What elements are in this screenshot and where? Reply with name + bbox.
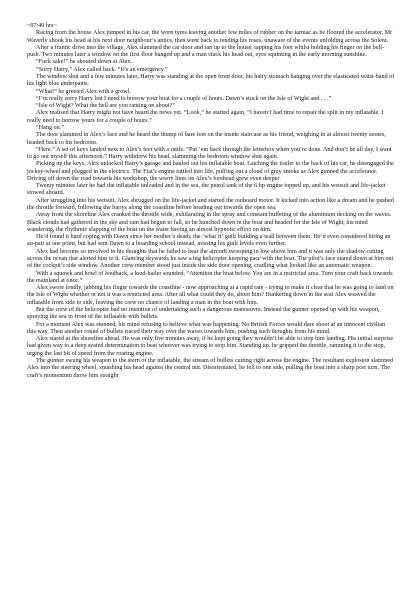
paragraph: “Fuck sake!” he shouted down at Alex.	[36, 59, 133, 66]
paragraph: “I’m really sorry Harry but I need to borrow your boat for a couple of hours. Dawn’s stuck on the Isle of Wight and . . .”	[36, 95, 332, 102]
paragraph: “Isle of Wight? What the hell are you ranting on about?”	[36, 103, 176, 110]
body-text	[27, 23, 395, 380]
paragraph: The window shut and a few minutes later, Harry was standing at the open front door, his hairy stomach hanging over the elasticated waist-band of his light blue underpants.	[27, 73, 395, 88]
paragraph: Alex had become so involved in his thoughts that he failed to hear the aircraft swooping in low above him and it was only the shadow cutting across the ocean that alerted him to it. Glancing skywards he saw a big helicopter keeping pace with the boat. The pilot’s face stared down at him out of the cockpit’s side window. Another crew member stood just inside the side door opening, cradling what looked like an automatic weapon.	[27, 248, 394, 270]
paragraph: Picking up the keys, Alex unlocked Harry’s garage and hauled out his inflatable boat. Latching the trailer to the back of his car, he disengaged the jockey-wheel and plugged in the electrics. The Fiat’s engine rattled into life, puffing out a cloud of grey smoke as Alex gunned the accelerator. Driving off down the road towards his workshop, the worry lines on Alex’s forehead grew even deeper.	[27, 161, 394, 182]
paragraph: But the crew of the helicopter had no intention of undertaking such a dangerous manoeuvre. Instead the gunner opened up with his weapon, spraying the sea in front of the inflatable with bullets.	[27, 306, 380, 321]
paragraph: Alex realised that Harry might not have heard the news yet. “Look,” he started again, “I haven’t had time to repair the split in my inflatable. I really need to borrow yours for a couple of hours.”	[27, 110, 384, 124]
paragraph: After a frantic drive into the village, Alex slammed the car door and ran up to the house, tapping his foot whilst holding his finger on the bell-push. Two minutes later a window on the first floor banged up and a man stuck his head out, eyes squinting in the early morning sunshine.	[27, 44, 385, 59]
paragraph: Away from the shoreline Alex cranked the throttle wide, exhilarating in the spray and constant buffeting of the aluminium decking on the waves. Black clouds had gathered in the sky and rain had begun to fall, so he hunched down in the boat and headed for the Isle of Wight, his mind wandering, the rhythmic slapping of the boat on the water having an almost hypnotic effect on him.	[27, 212, 392, 233]
paragraph: “Hang on.”	[36, 124, 64, 131]
paragraph: Racing from the house Alex jumped in his car, the worn tyres leaving another few miles of rubber on the tarmac as he floored the accelerator. Mr Waverly shook his head at his next door neighbour’s antics, then went back to tending his roses, unaware of the events unfolding across the Solent.	[27, 30, 393, 44]
paragraph: Twenty minutes later he had the inflatable unloaded and in the sea, the petrol tank of the 6 hp engine topped up, and his wetsuit and life-jacket stowed aboard.	[27, 183, 386, 197]
paragraph: “Here.” A set of keys landed next to Alex’s feet with a rattle. “Put ’em back through the letterbox when you’re done. And don’t be all day, I want to go out myself this afternoon.” Harry withdrew his head, slamming the bedroom window shut again.	[27, 146, 392, 161]
paragraph: “Sorry Harry,” Alex called back. “It’s an emergency.”	[36, 66, 168, 73]
section-marker: ~07:40 hrs~	[27, 23, 57, 29]
paragraph: For a moment Alex was stunned, his mind refusing to believe what was happening. No British Forces would dare shoot at an innocent civilian this way. Then another round of bullets traced their way over the waves towards him, pushing such thoughts from his mind.	[27, 321, 386, 335]
paragraph: The gunner swung his weapon to the stern of the inflatable, the stream of bullets cutting right across the engine. The resultant explosion slammed Alex into the steering wheel, smashing his head against the central nut. Disorientated, he fell to one side, pulling the boat into a sharp port turn. The craft’s momentum threw him straight	[27, 357, 394, 379]
paragraph: With a squawk and howl of feedback, a loud-hailer sounded, “Attention the boat below. You are in a restricted area. Turn your craft back towards the mainland at once.”	[27, 270, 393, 284]
paragraph: “What!” he greeted Alex with a growl.	[36, 88, 131, 95]
paragraph: The door slammed in Alex’s face and he heard the thump of bare feet on the inside staircase as his friend, weighing in at almost twenty stones, headed back to his bedroom.	[27, 132, 386, 146]
paragraph: Alex swore loudly, jabbing his finger towards the coastline - now approaching at a rapid rate - trying to make it clear that he was going to land on the Isle of Wight whether or not it was a restricted area. After all what could they do, shoot him? Hunkering down in the seat Alex weaved the inflatable from side to side, leaving the crew no chance of landing a man in the boat with him.	[27, 285, 394, 306]
paragraph: Alex stared at the shoreline ahead. He was only five minutes away, if he kept going they wouldn’t be able to stop him landing. His initial surprise had given way to a deep seated determination to beat whoever was trying to stop him. Standing up, he gripped the throttle, ramming it to the stop, urging the last bit of speed from the roaring engine.	[27, 336, 394, 357]
paragraph: After struggling into his wetsuit, Alex shrugged on the life-jacket and started the outboard motor. It kicked into action like a dream and he pushed the throttle forward, following the buoys along the coastline before heading out towards the open sea.	[27, 197, 394, 212]
paragraph: He’d found it hard coping with Dawn since her mother’s death, the ‘what if’ guilt building a wall between them. He’d even considered hiring an au-pair at one point, but had sent Dawn to a boarding school instead, missing his guilt levels even further.	[27, 234, 391, 248]
